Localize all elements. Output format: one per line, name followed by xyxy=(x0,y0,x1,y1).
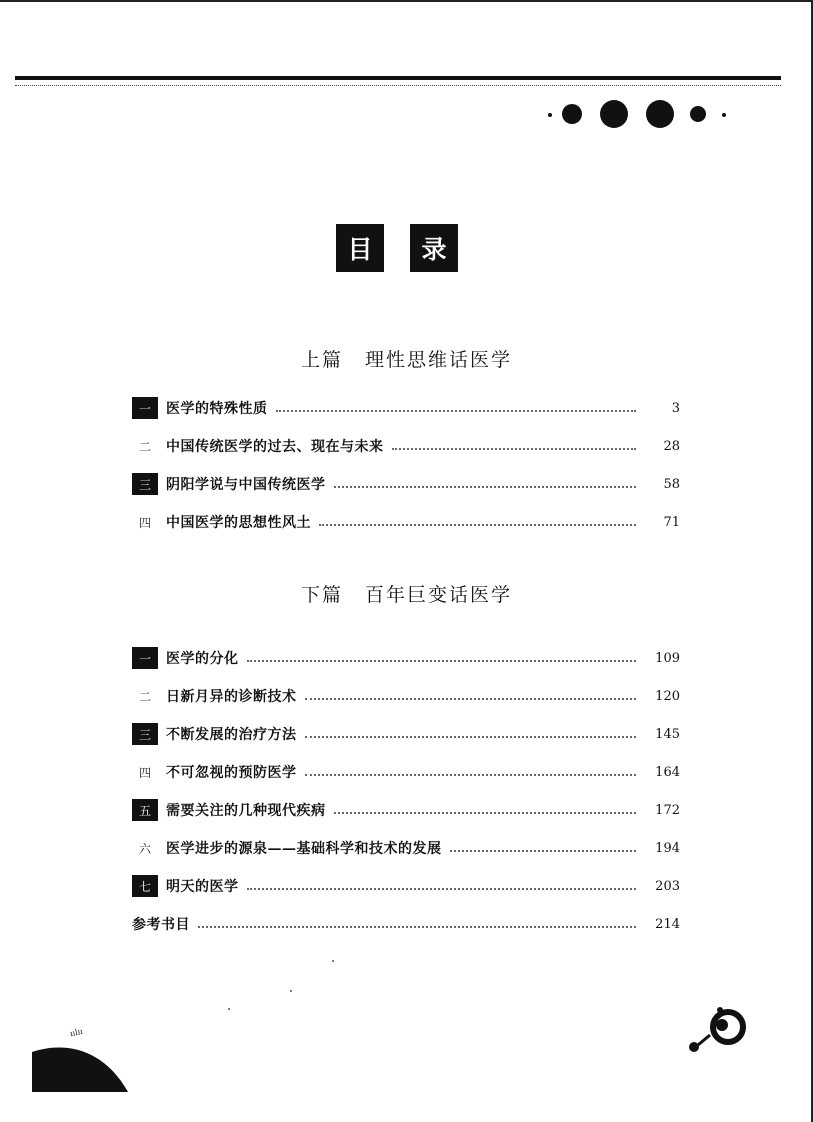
part-heading xyxy=(0,345,813,372)
chapter-number: 一 xyxy=(132,647,158,669)
page-number: 172 xyxy=(655,802,680,818)
page-number: 120 xyxy=(655,688,680,704)
chapter-title: 明天的医学 xyxy=(166,879,239,895)
part-label: 下篇 xyxy=(300,584,343,606)
chapter-number: 二 xyxy=(138,689,151,704)
toc-entry[interactable] xyxy=(132,472,680,496)
dot-leader xyxy=(247,888,637,890)
scan-speck xyxy=(290,990,292,992)
toc-entry[interactable] xyxy=(132,836,680,860)
page-number: 71 xyxy=(663,514,680,530)
part-subtitle: 百年巨变话医学 xyxy=(365,584,513,606)
dot-leader xyxy=(334,812,637,814)
chapter-title: 不可忽视的预防医学 xyxy=(166,765,297,781)
dot-leader xyxy=(334,486,637,488)
toc-entry[interactable] xyxy=(132,722,680,746)
page-number: 203 xyxy=(655,878,680,894)
page-number: 214 xyxy=(655,916,680,932)
page-frame-top xyxy=(0,0,813,2)
chapter-title: 阴阳学说与中国传统医学 xyxy=(166,477,326,493)
chapter-title: 医学进步的源泉——基础科学和技术的发展 xyxy=(166,841,442,857)
dot-leader xyxy=(276,410,637,412)
toc-entry[interactable] xyxy=(132,396,680,420)
dot-leader xyxy=(450,850,637,852)
header-rule xyxy=(15,76,781,80)
chapter-title: 参考书目 xyxy=(132,917,190,933)
part-heading xyxy=(0,580,813,607)
scan-speck xyxy=(228,1008,230,1010)
page-number: 3 xyxy=(671,400,680,416)
chapter-number: 六 xyxy=(138,841,151,856)
chapter-title: 中国医学的思想性风土 xyxy=(166,515,311,531)
dot-leader xyxy=(392,448,637,450)
page-number: 164 xyxy=(655,764,680,780)
part-label: 上篇 xyxy=(300,349,343,371)
scan-speck xyxy=(332,960,334,962)
chapter-title: 日新月异的诊断技术 xyxy=(166,689,297,705)
page-logo-icon xyxy=(680,1005,760,1057)
chapter-number: 七 xyxy=(132,875,158,897)
toc-entry[interactable] xyxy=(132,510,680,534)
dot-leader xyxy=(305,774,637,776)
dot-leader xyxy=(247,660,637,662)
toc-entry[interactable] xyxy=(132,912,680,936)
toc-entry[interactable] xyxy=(132,760,680,784)
page-number: 145 xyxy=(655,726,680,742)
header-rule-dotted xyxy=(15,85,781,86)
chapter-number: 三 xyxy=(132,723,158,745)
toc-entry[interactable] xyxy=(132,434,680,458)
chapter-title: 中国传统医学的过去、现在与未来 xyxy=(166,439,384,455)
corner-swoosh-icon xyxy=(32,1040,128,1092)
dot-leader xyxy=(319,524,636,526)
part-subtitle: 理性思维话医学 xyxy=(365,349,513,371)
chapter-title: 需要关注的几种现代疾病 xyxy=(166,803,326,819)
chapter-number: 三 xyxy=(132,473,158,495)
toc-entry[interactable] xyxy=(132,684,680,708)
dot-leader xyxy=(305,698,637,700)
toc-entry[interactable] xyxy=(132,798,680,822)
dot-leader xyxy=(198,926,636,928)
chapter-title: 医学的特殊性质 xyxy=(166,401,268,417)
dot-leader xyxy=(305,736,637,738)
page-number: 28 xyxy=(663,438,680,454)
corner-scribble: ıılıı xyxy=(69,1026,84,1039)
chapter-number: 四 xyxy=(138,515,151,530)
page-number: 194 xyxy=(655,840,680,856)
dots-ornament-icon xyxy=(540,96,740,136)
chapter-title: 不断发展的治疗方法 xyxy=(166,727,297,743)
chapter-number: 五 xyxy=(132,799,158,821)
page-number: 58 xyxy=(663,476,680,492)
chapter-number: 一 xyxy=(132,397,158,419)
chapter-title: 医学的分化 xyxy=(166,651,239,667)
page-number: 109 xyxy=(655,650,680,666)
toc-entry[interactable] xyxy=(132,646,680,670)
toc-title-char-1: 目 xyxy=(336,224,384,272)
chapter-number: 二 xyxy=(138,439,151,454)
toc-title-char-2: 录 xyxy=(410,224,458,272)
chapter-number: 四 xyxy=(138,765,151,780)
toc-entry[interactable] xyxy=(132,874,680,898)
